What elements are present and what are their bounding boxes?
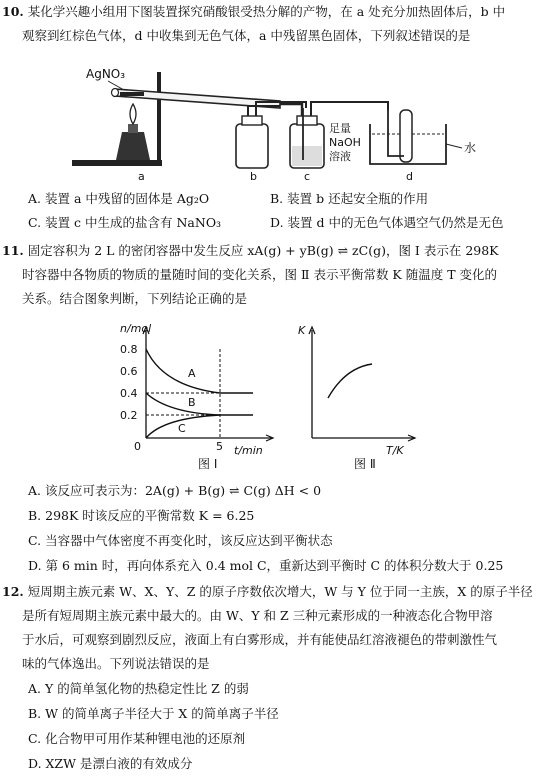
naoh-label-2: NaOH [329, 136, 361, 149]
q12-number: 12. [2, 584, 24, 599]
fig2-curve [328, 364, 372, 398]
reagent-label: AgNO₃ [86, 67, 126, 81]
label-a: a [138, 170, 145, 180]
q11-stem-line-1: 11. 固定容积为 2 L 的密闭容器中发生反应 xA(g) + yB(g) ⇌ zC(g)，图 Ⅰ 表示在 298K [2, 243, 499, 258]
bottle-b [236, 124, 268, 168]
fig1-xlabel: t/min [234, 444, 263, 457]
q10-option-b: B. 装置 b 还起安全瓶的作用 [270, 191, 429, 206]
fig2-caption: 图 Ⅱ [354, 457, 376, 470]
fig1-series-label-b: B [188, 396, 196, 409]
fig1-curve-a [146, 349, 253, 393]
q11-option-d: D. 第 6 min 时，再向体系充入 0.4 mol C，重新达到平衡时 C 的体积分数大于 0.25 [28, 558, 504, 573]
fig1-curve-b [146, 393, 253, 415]
label-c: c [304, 170, 311, 180]
flame-icon [130, 104, 136, 124]
q12-stem-line-3: 于水后，可观察到剧烈反应，液面上有白雾形成，并有能使品红溶液褪色的带刺激性气 [22, 632, 498, 647]
q12-stem-line-2: 是所有短周期主族元素中最大的。由 W、Y 和 Z 三种元素形成的一种液态化合物甲溶 [22, 608, 493, 623]
q10-stem-line-1: 10. 某化学兴趣小组用下图装置探究硝酸银受热分解的产物，在 a 处充分加热固体后，b 中 [2, 4, 506, 19]
q10-option-c: C. 装置 c 中生成的盐含有 NaNO₃ [28, 215, 222, 230]
figure-2-chart [290, 320, 430, 470]
water-label: 水 [464, 141, 477, 155]
fig1-ytick: 0.6 [120, 365, 138, 378]
q11-option-c: C. 当容器中气体密度不再变化时，该反应达到平衡状态 [28, 533, 333, 548]
collection-tube [400, 110, 412, 162]
label-d: d [406, 170, 413, 180]
q11-option-a: A. 该反应可表示为：2A(g) + B(g) ⇌ C(g) ΔH < 0 [28, 483, 322, 498]
q11-stem-line-2: 时容器中各物质的物质的量随时间的变化关系，图 Ⅱ 表示平衡常数 K 随温度 T 变化的 [22, 267, 498, 282]
q10-apparatus-figure [70, 52, 480, 180]
q11-number: 11. [2, 243, 24, 258]
fig1-ytick: 0.8 [120, 343, 138, 356]
q12-option-b: B. W 的简单离子半径大于 X 的简单离子半径 [28, 706, 279, 721]
label-b: b [250, 170, 257, 180]
q12-option-a: A. Y 的简单氢化物的热稳定性比 Z 的弱 [28, 681, 249, 696]
q12-stem-line-4: 味的气体逸出。下列说法错误的是 [22, 656, 210, 671]
naoh-solution [292, 146, 322, 166]
burner-icon [116, 132, 150, 160]
fig1-ytick: 0.2 [120, 409, 138, 422]
q12-stem-line-1: 12. 短周期主族元素 W、X、Y、Z 的原子序数依次增大，W 与 Y 位于同一主族，X 的原子半径 [2, 584, 533, 599]
fig2-ylabel: K [298, 324, 306, 337]
stand-base [72, 160, 162, 166]
q12-option-c: C. 化合物甲可用作某种锂电池的还原剂 [28, 731, 246, 746]
q10-stem-line-2: 观察到红棕色气体，d 中收集到无色气体，a 中残留黑色固体，下列叙述错误的是 [22, 28, 471, 43]
fig1-xtick: 5 [216, 440, 223, 453]
fig1-origin: 0 [134, 440, 141, 453]
q10-option-a: A. 装置 a 中残留的固体是 Ag₂O [28, 191, 210, 206]
stand-rod [157, 72, 161, 162]
q11-option-b: B. 298K 时该反应的平衡常数 K = 6.25 [28, 508, 255, 523]
q10-number: 10. [2, 4, 24, 19]
naoh-label-3: 溶液 [329, 150, 351, 163]
q11-stem-line-3: 关系。结合图象判断，下列结论正确的是 [22, 291, 248, 306]
fig1-series-label-c: C [178, 422, 186, 435]
naoh-label-1: 足量 [329, 122, 351, 135]
fig1-ytick: 0.4 [120, 387, 138, 400]
q10-option-d: D. 装置 d 中的无色气体遇空气仍然是无色 [270, 215, 504, 230]
fig1-caption: 图 Ⅰ [198, 457, 218, 470]
fig2-xlabel: T/K [386, 444, 404, 457]
q12-option-d: D. XZW 是漂白液的有效成分 [28, 756, 193, 771]
figure-1-chart [108, 320, 278, 470]
fig1-ylabel: n/mol [120, 322, 152, 335]
fig1-series-label-a: A [188, 367, 196, 380]
